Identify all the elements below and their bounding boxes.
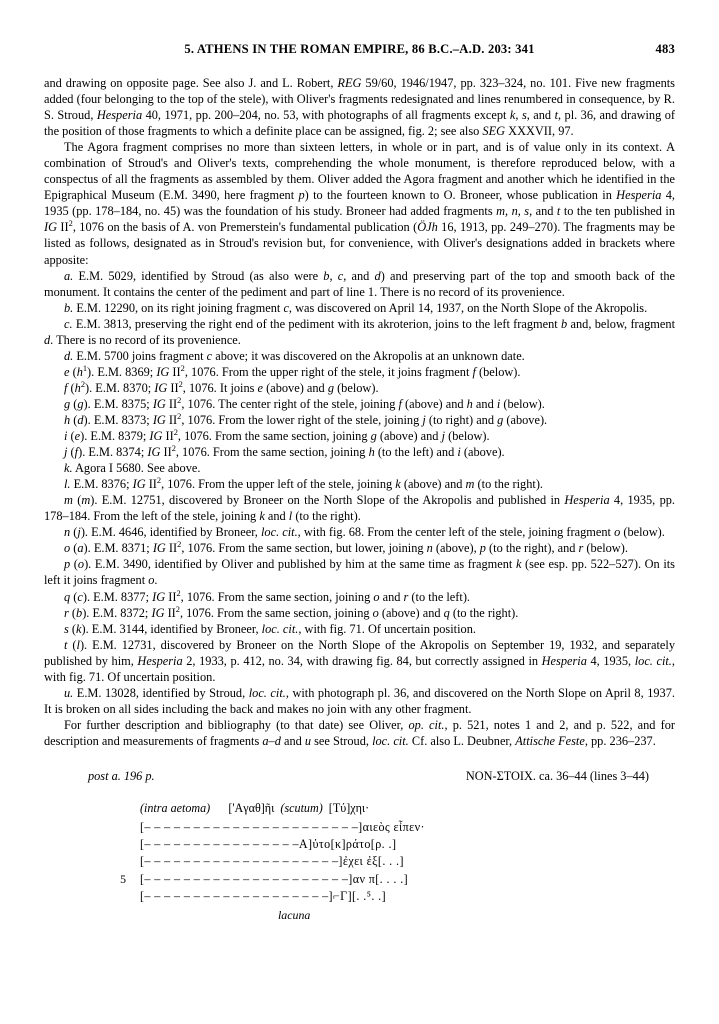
- fragment-entry-n: n (j). E.M. 4646, identified by Broneer, loc. cit., with fig. 68. From the center left of the stele, joining fragment o (below).: [64, 525, 665, 540]
- inscription-line: [88, 819, 675, 836]
- tychei-text: [Tύ]χηι·: [328, 800, 370, 815]
- intra-aetoma-label: (intra aetoma): [140, 800, 211, 815]
- inscription-line: [88, 888, 675, 905]
- line-text: [– – – – – – – – – – – – – – – – – – – – –]αν π[. . . .]: [140, 871, 409, 886]
- inscription-stoichedon: NON-ΣTOIX. ca. 36–44 (lines 3–44): [465, 768, 649, 783]
- fragment-entry-g: g (g). E.M. 8375; IG $II^2$, 1076. The center right of the stele, joining f (above) and h and i (below).: [64, 395, 545, 411]
- fragment-entry-o: o (a). E.M. 8371; IG $II^2$, 1076. From the same section, but lower, joining n (above), p (to the right), and r (below).: [64, 540, 628, 556]
- fragment-entry-a: a. E.M. 5029, identified by Stroud (as also were b, c, and d) and preserving part of the top and smooth back of the monument. It contains the center of the pediment and part of line 1. There is no record of its provenience.: [44, 268, 675, 299]
- fragment-entry-e: e $(h^1)$. E.M. 8369; IG $II^2$, 1076. From the upper right of the stele, it joins fragment f (below).: [64, 363, 521, 379]
- fragment-entry-u: u. E.M. 13028, identified by Stroud, loc. cit., with photograph pl. 36, and discovered on the North Slope on April 8, 1937. It is broken on all sides including the back and makes no join with any other fragment.: [44, 685, 675, 716]
- scutum-label: (scutum): [280, 800, 323, 815]
- fragment-entry-j: j (f). E.M. 8374; IG $II^2$, 1076. From the same section, joining h (to the left) and i (above).: [64, 443, 505, 460]
- line-text: [– – – – – – – – – – – – – – – – – – – – – –]αιεὸς εἶπεν·: [140, 820, 425, 835]
- line-number: [88, 800, 140, 817]
- fragment-entry-c: c. E.M. 3813, preserving the right end of the pediment with its akroterion, joins to the left fragment b and, below, fragment d. There is no record of its provenience.: [44, 316, 675, 347]
- paragraph-continued: and drawing on opposite page. See also J. and L. Robert, REG 59/60, 1946/1947, pp. 323–324, no. 101. Five new fragments added (four belonging to the top of the stele), with Oliver's fragments redesignated and lines renumbered in consequence, by R. S. Stroud, Hesperia 40, 1971, pp. 200–204, no. 53, with photographs of all fragments except k, s, and t, pl. 36, and drawing of the position of those fragments to which a definite place can be assigned, fig. 2; see also SEG XXXVII, 97.: [44, 76, 676, 139]
- running-title: [184, 42, 534, 57]
- running-title-text: 5. ATHENS IN THE ROMAN EMPIRE, 86 B.C.–A.D. 203: 341: [184, 42, 535, 56]
- line-text: [– – – – – – – – – – – – – – – –Α]ὐτο[κ]ράτο[ρ. .]: [140, 837, 397, 852]
- lacuna-label: lacuna: [278, 908, 311, 922]
- fragment-entry-q: q (c). E.M. 8377; IG $II^2$, 1076. From the same section, joining o and r (to the left).: [64, 588, 471, 604]
- inscription-line: [88, 853, 675, 870]
- fragment-entry-t: t (l). E.M. 12731, discovered by Broneer on the North Slope of the Akropolis on September 19, 1932, and separately published by him, Hesperia 2, 1933, p. 412, no. 34, with drawing fig. 84, but correctly assigned in Hesperia 4, 1935, loc. cit., with fig. 71. Of uncertain position.: [44, 637, 675, 684]
- fragment-entry-l: l. E.M. 8376; IG $II^2$, 1076. From the upper left of the stele, joining k (above) and m (to the right).: [64, 476, 544, 492]
- line-text: [– – – – – – – – – – – – – – – – – – –]⌐Γ][. .⁵. .]: [140, 888, 387, 903]
- fragment-entry-f: f $(h^2)$. E.M. 8370; IG $II^2$, 1076. It joins e (above) and g (below).: [64, 379, 379, 395]
- line-number: 5: [120, 871, 126, 886]
- inscription-line: [88, 836, 675, 853]
- fragment-entry-b: b. E.M. 12290, on its right joining fragment c, was discovered on April 14, 1937, on the North Slope of the Akropolis.: [64, 300, 648, 315]
- body-text: [44, 75, 675, 749]
- inscription-line-1: [88, 800, 675, 817]
- inscription-text-block: [44, 800, 675, 924]
- inscription-heading: [44, 769, 675, 784]
- paragraph-agora-fragment: The Agora fragment comprises no more than sixteen letters, in whole or in part, and is of value only in its context. A combination of Stroud's and Oliver's texts, comprehending the whole monument, is therefore reproduced below, with a conspectus of all the fragments as assembled by them. Oliver added the Agora fragment and another which he identified in the Epigraphical Museum (E.M. 3490, here fragment p) to the fourteen known to O. Broneer, whose publication in Hesperia 4, 1935 (pp. 178–184, no. 45) was the foundation of his study. Broneer had added fragments m, n, s, and t to the ten published in IG $II^2$, 1076 on the basis of A. von Premerstein's fundamental publication (ÖJh 16, 1913, pp. 249–270). The fragments may be listed as follows, designated as in Stroud's revision but, for convenience, with Oliver's designations added in brackets where apposite:: [44, 140, 676, 267]
- fragment-entry-h: h (d). E.M. 8373; IG $II^2$, 1076. From the lower right of the stele, joining j (to right) and g (above).: [64, 411, 548, 427]
- inscription-date: post a. 196 p.: [88, 768, 155, 783]
- fragment-entry-d: d. E.M. 5700 joins fragment c above; it was discovered on the Akropolis at an unknown date.: [64, 348, 525, 363]
- page-header: [44, 42, 675, 57]
- fragment-entry-r: r (b). E.M. 8372; IG $II^2$, 1076. From the same section, joining o (above) and q (to the right).: [64, 604, 519, 620]
- fragment-entry-m: m (m). E.M. 12751, discovered by Broneer on the North Slope of the Akropolis and published in Hesperia 4, 1935, pp. 178–184. From the left of the stele, joining k and l (to the right).: [44, 493, 675, 524]
- fragment-entry-s: s (k). E.M. 3144, identified by Broneer, loc. cit., with fig. 71. Of uncertain position.: [64, 621, 476, 636]
- fragment-entry-k: k. Agora I 5680. See above.: [64, 461, 201, 476]
- agatho-text: ['Aγαθ]ῆι: [228, 800, 275, 815]
- paragraph-further-description: For further description and bibliography (to that date) see Oliver, op. cit., p. 521, notes 1 and 2, and p. 522, and for description and measurements of fragments a–d and u see Stroud, loc. cit. Cf. also L. Deubner, Attische Feste, pp. 236–237.: [44, 717, 675, 748]
- inscription-line: [88, 871, 675, 888]
- page-number: 483: [655, 42, 675, 56]
- line-text: [– – – – – – – – – – – – – – – – – – – –]ἐχει ἐξ[. . .]: [140, 854, 404, 869]
- fragment-entry-i: i (e). E.M. 8379; IG $II^2$, 1076. From the same section, joining g (above) and j (below).: [64, 427, 490, 444]
- fragment-entry-p: p (o). E.M. 3490, identified by Oliver and published by him at the same time as fragment k (see esp. pp. 522–527). On its left it joins fragment o.: [44, 557, 675, 588]
